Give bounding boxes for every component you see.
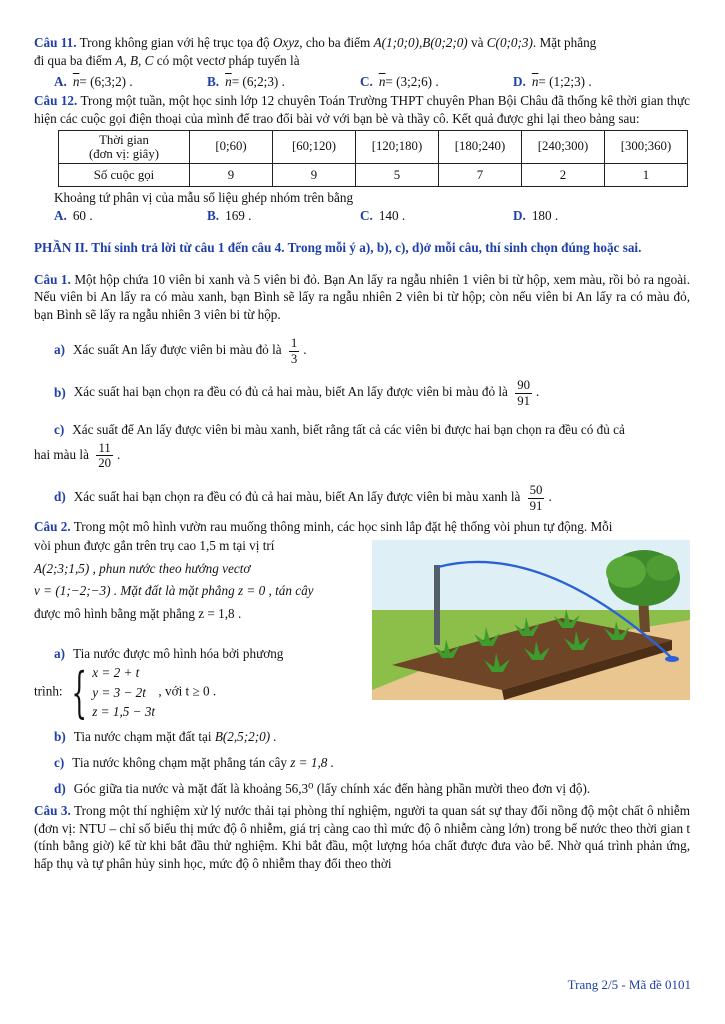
table-cell: [180;240) [439,131,522,164]
table-cell: [60;120) [273,131,356,164]
c2-statement-a: a) Tia nước được mô hình hóa bởi phương [54,646,284,662]
q12-option-d[interactable]: D. 180 . [513,208,559,223]
q11-option-c[interactable]: C. $\overline{n}=$ (3;2;6) . [360,73,439,89]
table-cell: 9 [190,164,273,187]
table-cell: 1 [605,164,688,187]
q11-option-a[interactable]: A. $\overline{n}=$ (6;3;2) . [54,73,133,89]
c2-statement-c: c) Tia nước không chạm mặt phẳng tán cây z = 1,8 . [54,755,334,771]
q12-options [54,207,690,225]
fraction: $\frac{90}{91}$ [517,378,530,409]
table-cell: 2 [522,164,605,187]
c1-statement-c-cont: hai màu là $\frac{11}{20}$ . [34,440,121,471]
table-cell: 7 [439,164,522,187]
question-11: Câu 11. Trong không gian với hệ trục tọa độ Oxyz, cho ba điểm A(1;0;0),B(0;2;0) và C(0;0;3). Mặt phẳng đi qua ba điểm A, B, C có một vectơ pháp tuyến là [34,35,597,68]
frequency-table [58,130,688,187]
part-2-heading: PHẦN II. Thí sinh trả lời từ câu 1 đến câu 4. Trong mỗi ý a), b), c), d)ở mỗi câu, thí sinh chọn đúng hoặc sai. [34,239,642,255]
fraction: $\frac{11}{20}$ [98,440,112,471]
part2-question-1: Câu 1. Một hộp chứa 10 viên bi xanh và 5 viên bi đỏ. Bạn An lấy ra ngẫu nhiên 1 viên bi từ hộp, xem màu, rồi bỏ ra ngoài. Nếu viên bi An lấy ra có màu xanh, bạn Bình sẽ lấy ra ngẫu nhiên 2 viên bi từ hộp; còn nếu viên bi An lấy ra có màu đỏ, bạn Bình sẽ lấy ra ngẫu nhiên 3 viên bi từ hộp. [34,271,691,323]
table-cell: 5 [356,164,439,187]
q12-question: Khoảng tứ phân vị của mẫu số liệu ghép nhóm trên bằng [54,190,354,206]
table-cell: 9 [273,164,356,187]
fraction: $\frac{50}{91}$ [529,483,543,513]
c1-statement-b: b) Xác suất hai bạn chọn ra đều có đủ cả hai màu, biết An lấy được viên bi màu đỏ là $\frac{90}{91}$ . [54,378,540,409]
question-12: Câu 12. Trong một tuần, một học sinh lớp 12 chuyên Toán Trường THPT chuyên Phan Bội Châu đã thống kê thời gian thực hiện các cuộc gọi điện thoại của mình để trao đổi bài vở với bạn bè và thầy cô. Kết quả được ghi lại theo bảng sau: [34,93,690,127]
part2-question-2: Câu 2. Trong một mô hình vườn rau muống thông minh, các học sinh lắp đặt hệ thống vòi phun tự động. Mỗi vòi phun được gắn trên trụ cao 1,5 m tại vị trí A(2;3;1,5) , phun nước theo hướng vectơ v = (1;−2;−3) . Mặt đất là mặt phẳng z = 0 , tán cây được mô hình bằng mặt phẳng z = 1,8 . a) Tia nước được mô hình hóa bởi phương trình: { x = 2 + t y = 3 − 2t z = 1,5 − 3t , với t ≥ 0 . [34,518,690,723]
c2-statement-b: b) Tia nước chạm mặt đất tại B(2,5;2;0) . [54,729,277,745]
q11-options [54,73,690,91]
table-cell: [120;180) [356,131,439,164]
table-cell: [300;360) [605,131,688,164]
c1-statement-d: d) Xác suất hai bạn chọn ra đều có đủ cả hai màu, biết An lấy được viên bi màu xanh là $\frac{50}{91}$ . [54,483,552,513]
c2-statement-d: d) Góc giữa tia nước và mặt đất là khoảng 56,3⁰ (lấy chính xác đến hàng phần mười theo đơn vị độ). [54,780,591,796]
table-cell: [0;60) [190,131,273,164]
table-row [59,164,688,187]
table-header-count: Số cuộc gọi [59,164,190,187]
q12-option-a[interactable]: A. 60 . [54,208,93,223]
sprinkler-pole [434,565,440,645]
fraction: $\frac{1}{3}$ [290,336,298,366]
c1-statement-c: c) Xác suất để An lấy được viên bi màu xanh, biết rằng tất cả các viên bi được hai bạn chọn ra đều có đủ cả [54,421,625,437]
page-footer: Trang 2/5 - Mã đề 0101 [567,977,691,992]
q11-option-d[interactable]: D. $\overline{n}=$ (1;2;3) . [513,73,592,89]
table-cell: [240;300) [522,131,605,164]
table-header-time: Thời gian (đơn vị: giây) [59,131,190,164]
q12-option-b[interactable]: B. 169 . [207,208,252,223]
parametric-system: { x = 2 + t y = 3 − 2t z = 1,5 − 3t [71,660,156,724]
exam-page [34,34,690,873]
sprinkler-garden-illustration [372,540,690,700]
c1-statement-a: a) Xác suất An lấy được viên bi màu đỏ là $\frac{1}{3}$ . [54,336,307,366]
q11-option-b[interactable]: B. $\overline{n}=$ (6;2;3) . [207,73,285,89]
table-row [59,131,688,164]
q12-option-c[interactable]: C. 140 . [360,208,406,223]
part2-question-3: Câu 3. Trong một thí nghiệm xử lý nước thải tại phòng thí nghiệm, người ta quan sát sự thay đổi nồng độ một chất ô nhiễm (đơn vị: NTU – chỉ số biểu thị mức độ ô nhiễm, giá trị càng cao thì mức độ ô nhiễm càng lớn) trong bể nước theo thời gian t (tính bằng giờ) kể từ khi bắt đầu thử nghiệm. Khi bắt đầu, một lượng hóa chất được đưa vào bể. Nhờ quá trình phản ứng, hấp thụ và tự phân hủy sinh học, mức độ ô nhiễm thay đổi theo thời [34,802,691,872]
